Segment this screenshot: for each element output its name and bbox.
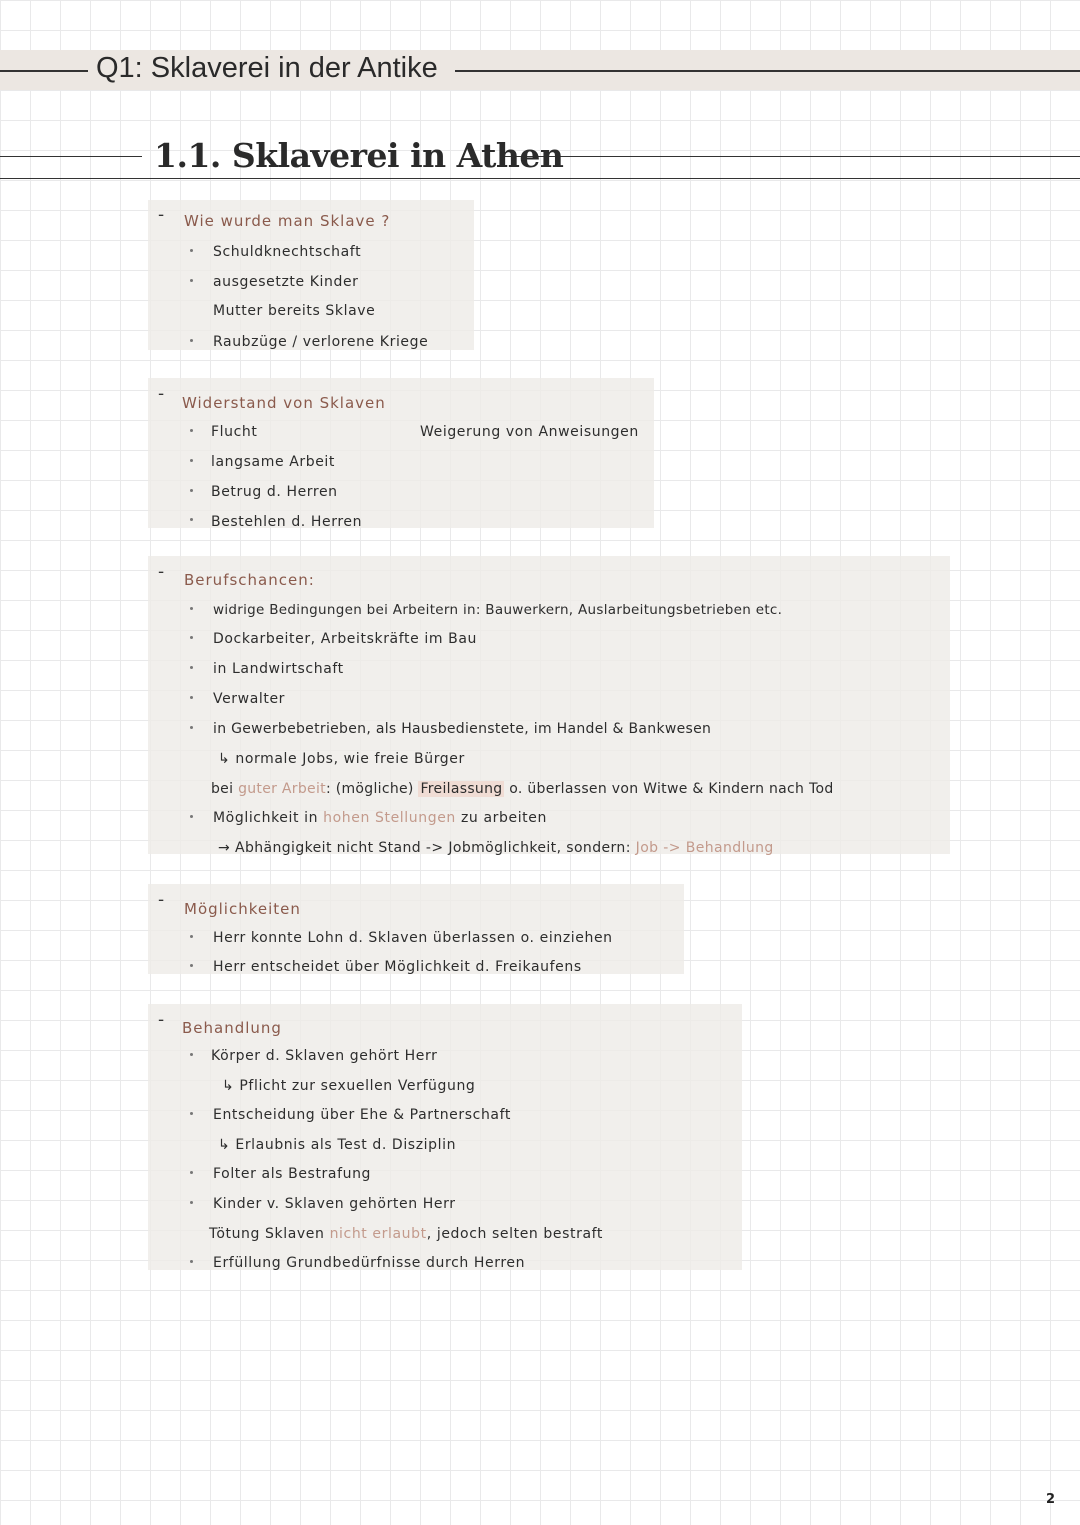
- highlight-text: nicht erlaubt: [329, 1226, 427, 1242]
- list-item: in Gewerbebetrieben, als Hausbedienstete, im Handel & Bankwesen: [213, 721, 712, 737]
- heading-moeglich: Möglichkeiten: [184, 900, 301, 918]
- bullet: [190, 636, 193, 639]
- highlight-text: Job -> Behandlung: [635, 840, 774, 856]
- list-item: in Landwirtschaft: [213, 661, 344, 677]
- list-item: Betrug d. Herren: [211, 484, 338, 500]
- list-item: Kinder v. Sklaven gehörten Herr: [213, 1196, 456, 1212]
- text-part: → Abhängigkeit nicht Stand -> Jobmöglichkeit, sondern:: [218, 840, 631, 856]
- list-item: ausgesetzte Kinder: [213, 274, 359, 290]
- highlight-text: guter Arbeit: [238, 781, 326, 797]
- bullet: [190, 459, 193, 462]
- list-item: langsame Arbeit: [211, 454, 336, 470]
- dash-marker: -: [158, 384, 165, 404]
- bullet: [190, 1201, 193, 1204]
- list-item: Bestehlen d. Herren: [211, 514, 363, 530]
- list-item: Mutter bereits Sklave: [213, 303, 376, 319]
- heading-behandlung: Behandlung: [182, 1019, 282, 1037]
- list-item-sub: ↳ normale Jobs, wie freie Bürger: [218, 751, 465, 767]
- list-item-stellungen: [213, 810, 547, 826]
- bullet: [190, 726, 193, 729]
- highlight-text: hohen Stellungen: [323, 810, 456, 826]
- bullet: [190, 1053, 193, 1056]
- heading-beruf: Berufschancen:: [184, 571, 315, 589]
- list-item: Dockarbeiter, Arbeitskräfte im Bau: [213, 631, 478, 647]
- list-item-sub: ↳ Pflicht zur sexuellen Verfügung: [222, 1078, 476, 1094]
- bullet: [190, 1260, 193, 1263]
- bullet: [190, 518, 193, 521]
- dash-marker: -: [158, 890, 165, 910]
- section-rule-right: [500, 156, 1080, 157]
- list-item: widrige Bedingungen bei Arbeitern in: Bauwerkern, Auslarbeitungsbetrieben etc.: [213, 602, 783, 618]
- list-item-freilassung: [211, 781, 834, 797]
- text-part: Möglichkeit in: [213, 810, 319, 826]
- chapter-rule-left: [0, 70, 88, 72]
- list-item-sub: ↳ Erlaubnis als Test d. Disziplin: [218, 1137, 457, 1153]
- bullet: [190, 1112, 193, 1115]
- bullet: [190, 489, 193, 492]
- text-part: : (mögliche): [325, 781, 414, 797]
- bullet: [190, 249, 193, 252]
- bullet: [190, 696, 193, 699]
- heading-widerstand: Widerstand von Sklaven: [182, 394, 386, 412]
- page-number: 2: [1046, 1492, 1056, 1507]
- chapter-rule-right: [455, 70, 1080, 72]
- text-part: zu arbeiten: [460, 810, 547, 826]
- dash-marker: -: [158, 205, 165, 225]
- text-part: , jedoch selten bestraft: [426, 1226, 604, 1242]
- list-item: Schuldknechtschaft: [213, 244, 362, 260]
- list-item-toetung: [209, 1226, 603, 1242]
- list-item: Flucht: [211, 424, 258, 440]
- text-part: bei: [211, 781, 234, 797]
- list-item: Verwalter: [213, 691, 286, 707]
- list-item: Herr konnte Lohn d. Sklaven überlassen o. einziehen: [213, 930, 613, 946]
- text-part: o. überlassen von Witwe & Kindern nach Tod: [509, 781, 834, 797]
- marked-text: Freilassung: [420, 781, 503, 797]
- section-rule-bottom: [0, 178, 1080, 179]
- bullet: [190, 935, 193, 938]
- list-item: Folter als Bestrafung: [213, 1166, 372, 1182]
- dash-marker: -: [158, 562, 165, 582]
- heading-wie: Wie wurde man Sklave ?: [184, 212, 391, 230]
- bullet: [190, 339, 193, 342]
- section-rule-left: [0, 156, 142, 157]
- list-item-right: Weigerung von Anweisungen: [420, 424, 639, 440]
- chapter-title: Q1: Sklaverei in der Antike: [96, 52, 438, 84]
- list-item: Herr entscheidet über Möglichkeit d. Freikaufens: [213, 959, 582, 975]
- dash-marker: -: [158, 1010, 165, 1030]
- bullet: [190, 607, 193, 610]
- bullet: [190, 815, 193, 818]
- list-item-conclusion: [218, 840, 774, 856]
- bullet: [190, 666, 193, 669]
- section-title: 1.1. Sklaverei in Athen: [154, 136, 564, 175]
- bullet: [190, 1171, 193, 1174]
- list-item: Entscheidung über Ehe & Partnerschaft: [213, 1107, 511, 1123]
- bullet: [190, 429, 193, 432]
- list-item: Erfüllung Grundbedürfnisse durch Herren: [213, 1255, 526, 1271]
- list-item: Raubzüge / verlorene Kriege: [213, 334, 429, 350]
- bullet: [190, 279, 193, 282]
- bullet: [190, 964, 193, 967]
- list-item: Körper d. Sklaven gehört Herr: [211, 1048, 438, 1064]
- text-part: Tötung Sklaven: [209, 1226, 325, 1242]
